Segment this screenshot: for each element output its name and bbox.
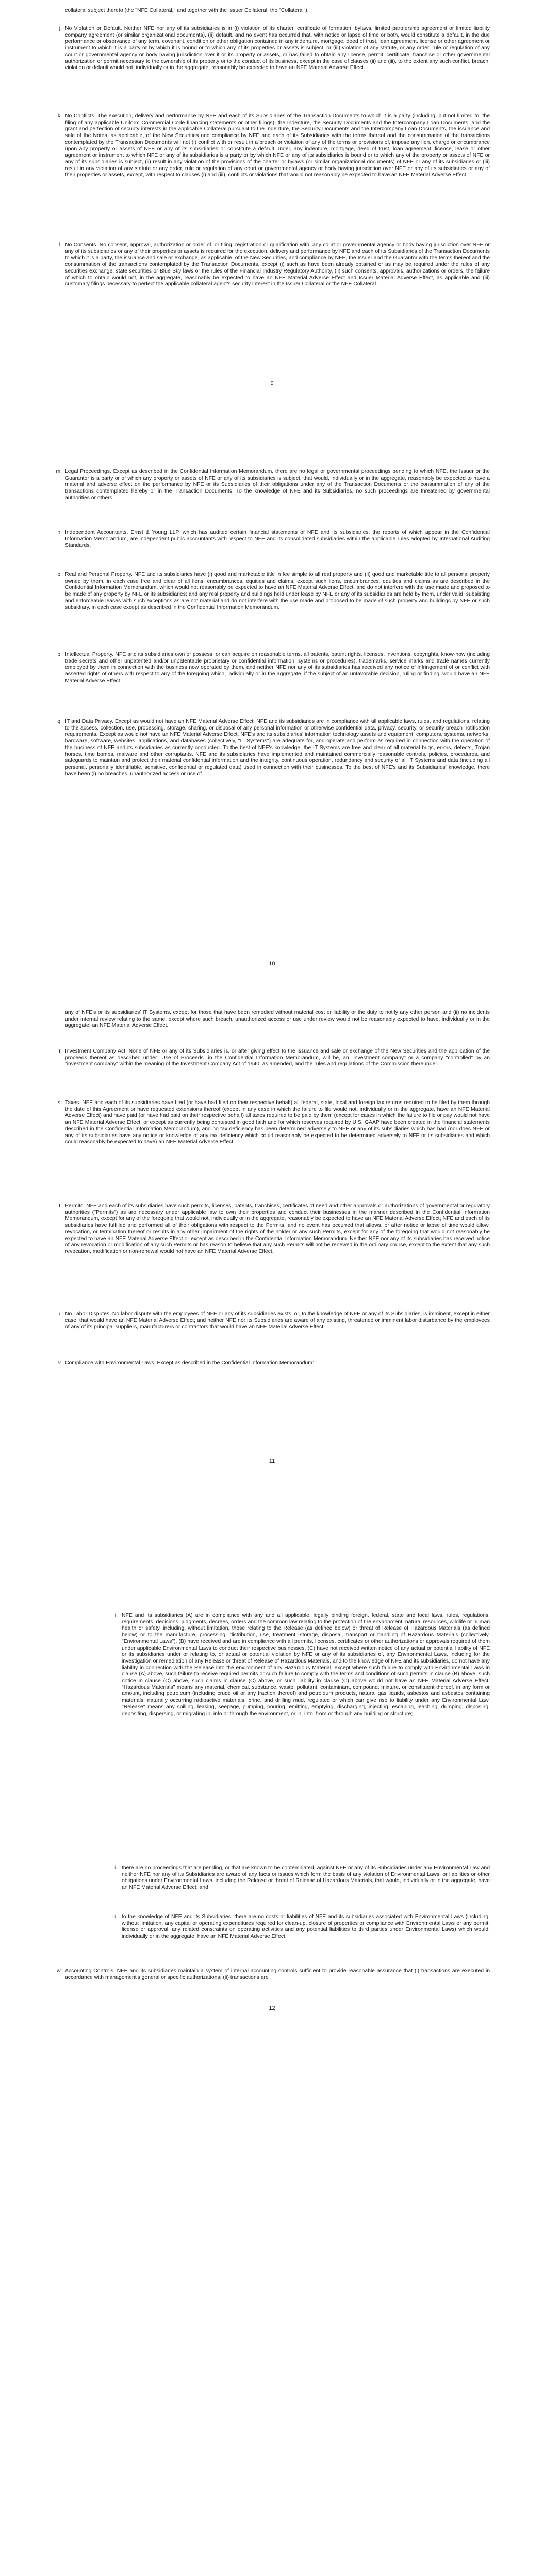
section-text: Accounting Controls. NFE and its subsidiaries maintain a system of internal accounting controls sufficient to provide reasonable assurance that (i) transactions are executed in accordance with management's general or specific authorizations; (ii) transactions are — [65, 1968, 490, 1980]
section-o — [52, 572, 490, 611]
section-text: Real and Personal Property. NFE and its subsidiaries have (i) good and marketable title in fee simple to all real property and (ii) good and marketable title to all personal property owned by them, in each case free and clear of all liens, encumbrances, equities and claims, except such liens, encumbrances, equities and claims as are described in the Confidential Information Memorandum, which would not reasonably be expected to have an NFE Material Adverse Effect, and do not interfere with the use made and proposed to be made of any property by NFE or its subsidiaries; and any real property and buildings held under lease by NFE or any of its subsidiaries are held by them, under valid, subsisting and enforceable leases with such exceptions as are not material and do not interfere with the use made and proposed to be made of such property and buildings by NFE or such subsidiary, in each case except as described in the Confidential Information Memorandum. — [65, 572, 490, 611]
subsection-i — [108, 1613, 490, 1717]
section-v — [52, 1360, 490, 1367]
subsection-iii — [108, 1914, 490, 1940]
section-u — [52, 1311, 490, 1331]
section-label: v. — [58, 1360, 62, 1366]
section-text: Legal Proceedings. Except as described in the Confidential Information Memorandum, there are no legal or governmental proceedings pending to which NFE, the Issuer or the Guarantor is a party or of which any property or assets of NFE or any of its subsidiaries is subject, that would, individually or in the aggregate, reasonably be expected to have a material and adverse effect on the performance by NFE or its Subsidiaries of their obligations under any of the Transaction Documents or the consummation of any of the transactions contemplated hereby or in the Transaction Documents. To the knowledge of NFE and its Subsidiaries, no such proceedings are threatened by governmental authorities or others. — [65, 469, 490, 501]
section-text: Intellectual Property. NFE and its subsidiaries own or possess, or can acquire on reasonable terms, all patents, patent rights, licenses, inventions, copyrights, know-how (including trade secrets and other unpatented and/or unpatentable proprietary or confidential information, systems or procedures), trademarks, service marks and trade names currently employed by them in connection with the business now operated by them, and neither NFE nor any of its subsidiaries has received any notice of infringement of or conflict with asserted rights of others with respect to any of the foregoing which, individually or in the aggregate, if the subject of an unfavorable decision, ruling or finding, would have an NFE Material Adverse Effect. — [65, 652, 490, 684]
section-label: o. — [57, 572, 62, 578]
page-10 — [0, 402, 544, 804]
section-label: q. — [57, 719, 62, 724]
section-label: p. — [57, 652, 62, 657]
section-label: s. — [57, 1100, 62, 1106]
section-t — [52, 1203, 490, 1256]
section-q — [52, 719, 490, 777]
section-s — [52, 1100, 490, 1146]
section-text: Permits. NFE and each of its subsidiaries have such permits, licenses, patents, franchises, certificates of need and other approvals or authorizations of governmental or regulatory authorities ("Permits") as are necessary under applicable law to own their properties and conduct their businesses in the manner described in the Confidential Information Memorandum, except for any of the foregoing that would not, individually or in the aggregate, reasonably be expected to have an NFE Material Adverse Effect; NFE and each of its subsidiaries have fulfilled and performed all of their obligations with respect to the Permits, and no event has occurred that allows, or after notice or lapse of time would allow, revocation, or termination thereof or results in any other impairment of the rights of the holder or any such Permits, except for any of the foregoing that would not reasonably be expected to have an NFE Material Adverse Effect or except as described in the Confidential Information Memorandum. Neither NFE nor any of its subsidiaries has received notice of any revocation or modification of any such Permits or has reason to believe that any such Permits will not be renewed in the ordinary course, except to the extent that any such revocation, modification or non-renewal would not have an NFE Material Adverse Effect. — [65, 1203, 490, 1255]
section-m — [52, 469, 490, 502]
page-number: 12 — [269, 2005, 275, 2011]
page-12 — [0, 1592, 544, 2210]
section-w — [52, 1968, 490, 1981]
subsection-text: there are no proceedings that are pending, or that are known to be contemplated, against NFE or any of its Subsidiaries under any Environmental Law and neither NFE nor any of its Subsidiaries are aware of any facts or issues which form the basis of any violation of Environmental Laws, or liabilities or other obligations under Environmental Laws, including the Release or threat of Release of Hazardous Materials, that would, individually or in the aggregate, have an NFE Material Adverse Effect; and — [122, 1865, 490, 1891]
page-11 — [0, 1010, 544, 1628]
section-label: r. — [59, 1048, 62, 1054]
page-number: 9 — [270, 380, 274, 386]
section-text: No Violation or Default. Neither NFE nor any of its subsidiaries is in (i) violation of its charter, certificate of formation, bylaws, limited partnership agreement or limited liability company agreement (or similar organizational documents), (ii) default, and no event has occurred that, with notice or lapse of time or both, would constitute a default, in the due performance or observance of any term, covenant, condition or other obligation contained in any indenture, mortgage, deed of trust, loan agreement, license or other agreement or instrument to which it is a party or by which it is bound or to which any of its properties or assets is subject, or (iii) violation of any statute, or any order, rule or regulation of any court or governmental agency or body having jurisdiction over it or its property or assets, or has failed to obtain any license, permit, certificate, franchise or other governmental authorization or permit necessary to the ownership of its property or to the conduct of its business, except in the case of clauses (ii) and (iii), to the extent any such conflict, breach, violation or default would not, individually or in the aggregate, reasonably be expected to have an NFE Material Adverse Effect. — [65, 26, 490, 71]
page-number: 10 — [269, 961, 275, 967]
section-text: Compliance with Environmental Laws. Except as described in the Confidential Information Memorandum: — [65, 1360, 314, 1366]
page-11-lead: any of NFE's or its subsidiaries' IT Systems, except for those that have been remedied without material cost or liability or the duty to notify any other person and (ii) no incidents under internal review relating to the same, except where such breach, unauthorized access or use under review would not be reasonably expected to have, individually or in the aggregate, an NFE Material Adverse Effect. — [65, 1010, 490, 1029]
subsection-text: NFE and its subsidiaries (A) are in compliance with any and all applicable, legally binding foreign, federal, state and local laws, rules, regulations, requirements, decisions, judgments, decrees, orders and the common law relating to the protection of the environment, natural resources, wildlife or human health or safety, including, without limitation, those relating to the Release (as defined below) or threat of Release of Hazardous Materials (as defined below) or to the manufacture, processing, distribution, use, treatment, storage, disposal, transport or handling of Hazardous Materials (collectively, "Environmental Laws"), (B) have received and are in compliance with all permits, licenses, certificates or other authorizations or approvals required of them under applicable Environmental Laws to conduct their respective businesses, (C) have not received written notice of any actual or potential liability of NFE or its subsidiaries under or relating to, or actual or potential violation by NFE or any of its subsidiaries of, any Environmental Laws, including for the investigation or remediation of any Release or threat of Release of Hazardous Materials, and to the knowledge of NFE and its subsidiaries, do not have any liability in connection with the Release into the environment of any Hazardous Material, except where such failure to comply with Environmental Laws in clause (A) above, such failure to receive required permits or such failure to comply with the terms and conditions of such permits in clause (B) above, such notice in clause (C) above, such claims in clause (C) above, or such liability in clause (C) above would not have an NFE Material Adverse Effect. "Hazardous Materials" means any material, chemical, substance, waste, pollutant, contaminant, compound, mixture, or constituent thereof, in any form or amount, including petroleum (including crude oil or any fraction thereof) and petroleum products, natural gas liquids, asbestos and asbestos containing materials, naturally occurring radioactive materials, brine, and drilling mud, regulated or which can give rise to liability under any Environmental Law. "Release" means any spilling, leaking, seepage, pumping, pouring, emitting, emptying, discharging, injecting, escaping, leaching, dumping, disposing, depositing, dispersing, or migrating in, into or through the environment, or in, into, from or through any building or structure; — [122, 1613, 490, 1717]
section-label: n. — [57, 530, 62, 535]
section-r — [52, 1048, 490, 1068]
subsection-text: to the knowledge of NFE and its Subsidiaries, there are no costs or liabilities of NFE and its subsidiaries associated with Environmental Laws (including, without limitation, any capital or operating expenditures required for clean-up, closure of properties or compliance with Environmental Laws or any permit, license or approval, any related constraints on operating activities and any potential liabilities to third parties under Environmental Laws) which would, individually or in the aggregate, have an NFE Material Adverse Effect. — [122, 1914, 490, 1940]
subsection-label: i. — [114, 1613, 118, 1618]
subsection-ii — [108, 1865, 490, 1891]
section-l — [52, 242, 490, 288]
subsection-label: ii. — [113, 1865, 118, 1871]
section-label: t. — [59, 1203, 62, 1209]
section-label: l. — [59, 242, 62, 248]
section-label: j. — [59, 26, 62, 31]
section-p — [52, 652, 490, 685]
section-label: m. — [56, 469, 62, 474]
page-number: 11 — [269, 1458, 275, 1464]
section-text: Investment Company Act. None of NFE or any of its Subsidiaries is, or after giving effect to the issuance and sale or exchange of the New Securities and the application of the proceeds thereof as described under "Use of Proceeds" in the Confidential Information Memorandum, will be, an "investment company" or a company "controlled" by an "investment company" within the meaning of the Investment Company Act of 1940, as amended, and the rules and regulations of the Commission thereunder. — [65, 1048, 490, 1067]
section-text: No Labor Disputes. No labor dispute with the employees of NFE or any of its subsidiaries exists, or, to the knowledge of NFE or any of its Subsidiaries, is imminent, except in either case, that would have an NFE Material Adverse Effect; and neither NFE nor its Subsidiaries are aware of any existing, threatened or imminent labor disturbance by the employees of any of its principal suppliers, manufacturers or contractors that would have an NFE Material Adverse Effect. — [65, 1311, 490, 1330]
section-label: k. — [57, 113, 62, 119]
subsection-label: iii. — [112, 1914, 118, 1920]
section-k — [52, 113, 490, 179]
section-text: Independent Accountants. Ernst & Young LLP, which has audited certain financial statements of NFE and its subsidiaries, the reports of which appear in the Confidential Information Memorandum, are independent public accountants with respect to NFE and its consolidated subsidiaries within the applicable rules adopted by International Auditing Standards. — [65, 530, 490, 549]
section-text: Taxes. NFE and each of its subsidiaries have filed (or have had filed on their respective behalf) all federal, state, local and foreign tax returns required to be filed by them through the date of this Agreement or have requested extensions thereof (except in any case in which the failure to file would not, individually or in the aggregate, have an NFE Material Adverse Effect) and have paid (or have had paid on their respective behalf) all taxes required to be paid by them (except for cases in which the failure to file or pay would not have an NFE Material Adverse Effect, or except as currently being contested in good faith and for which reserves required by U.S. GAAP have been created in the financial statements described in the Confidential Information Memorandum), and no tax deficiency has been determined adversely to NFE or any of its subsidiaries which has had (nor does NFE or any of its subsidiaries have any notice or knowledge of any tax deficiency which could reasonably be expected to be determined adversely to NFE or its subsidiaries and which could reasonably be expected to have) an NFE Material Adverse Effect. — [65, 1100, 490, 1145]
section-text: IT and Data Privacy. Except as would not have an NFE Material Adverse Effect, NFE and its subsidiaries are in compliance with all applicable laws, rules, and regulations, relating to the access, collection, use, processing, storage, sharing, or disposal of any personal information or otherwise confidential data, privacy, security, or security breach notification requirements. Except as would not have an NFE Material Adverse Effect, NFE's and its subsidiaries' information technology assets and equipment, computers, systems, networks, hardware, software, websites, applications, and databases (collectively, "IT Systems") are adequate for, and operate and perform as required in connection with the operation of the business of NFE and its subsidiaries as currently conducted. To the best of NFE's knowledge, the IT Systems are free and clear of all material bugs, errors, defects, Trojan horses, time bombs, malware and other corruptants. NFE and its subsidiaries have implemented and maintained commercially reasonable controls, policies, procedures, and safeguards to maintain and protect their material confidential information and the integrity, continuous operation, redundancy and security of all IT Systems and data (including all personal, personally identifiable, sensitive, confidential or regulated data) used in connection with their businesses. To the best of NFE's and its Subsidiaries' knowledge, there have been (i) no breaches, unauthorized access or use of — [65, 719, 490, 777]
page-9-lead: collateral subject thereto (the "NFE Collateral," and together with the Issuer Collateral, the "Collateral"). — [65, 8, 309, 13]
section-j — [52, 26, 490, 72]
section-text: No Consents. No consent, approval, authorization or order of, or filing, registration or qualification with, any court or governmental agency or body having jurisdiction over NFE or any of its subsidiaries or any of their properties or assets is required for the execution, delivery and performance by NFE and each of its Subsidiaries of the Transaction Documents to which it is a party, the issuance and sale or exchange, as applicable, of the New Securities, and compliance by NFE, the Issuer and the Guarantor with the terms thereof and the consummation of the transactions contemplated by the Transaction Documents, except (i) such as have been already obtained or as may be required under the rules of any securities exchange, state securities or Blue Sky laws or the rules of the Financial Industry Regulatory Authority, (ii) such consents, approvals, authorizations or orders, the failure of which to obtain would not, in the aggregate, reasonably be expected to have an NFE Material Adverse Effect and Issuer Material Adverse Effect, as applicable and (iii) customary filings necessary to perfect the applicable collateral agent's security interest in the Issuer Collateral or the NFE Collateral. — [65, 242, 490, 287]
section-n — [52, 530, 490, 549]
section-label: u. — [57, 1311, 62, 1317]
section-text: No Conflicts. The execution, delivery and performance by NFE and each of its Subsidiaries of the Transaction Documents to which it is a party (including, but not limited to, the filing of any applicable Uniform Commercial Code financing statements or other filings), the Indenture, the Security Documents and the Intercompany Loan Documents, and the grant and perfection of security interests in the applicable Collateral pursuant to the Indenture, the Security Documents and the Intercompany Loan Documents, the issuance and sale of the Notes, as applicable, of the New Securities and compliance by NFE and each of its Subsidiaries with the terms thereof and the consummation of the transactions contemplated by the Transaction Documents will not (i) conflict with or result in a breach or violation of any of the terms or provisions of, impose any lien, charge or encumbrance upon any property or assets of NFE or any of its subsidiaries or constitute a default under, any indenture, mortgage, deed of trust, loan agreement, license, lease or other agreement or instrument to which NFE or any of its subsidiaries is a party or by which NFE or any of its subsidiaries is bound or to which any of the property or assets of NFE or any of its subsidiaries is subject, (ii) result in any violation of the provisions of the charter or bylaws (or similar organizational documents) of NFE or any of its subsidiaries or (iii) result in any violation of any statute or any order, rule or regulation of any court or governmental agency or body having jurisdiction over NFE or any of its subsidiaries or any of their properties or assets, except, with respect to clauses (i) and (iii), conflicts or violations that would not reasonably be expected to have an NFE Material Adverse Effect. — [65, 113, 490, 178]
section-label: w. — [57, 1968, 62, 1974]
